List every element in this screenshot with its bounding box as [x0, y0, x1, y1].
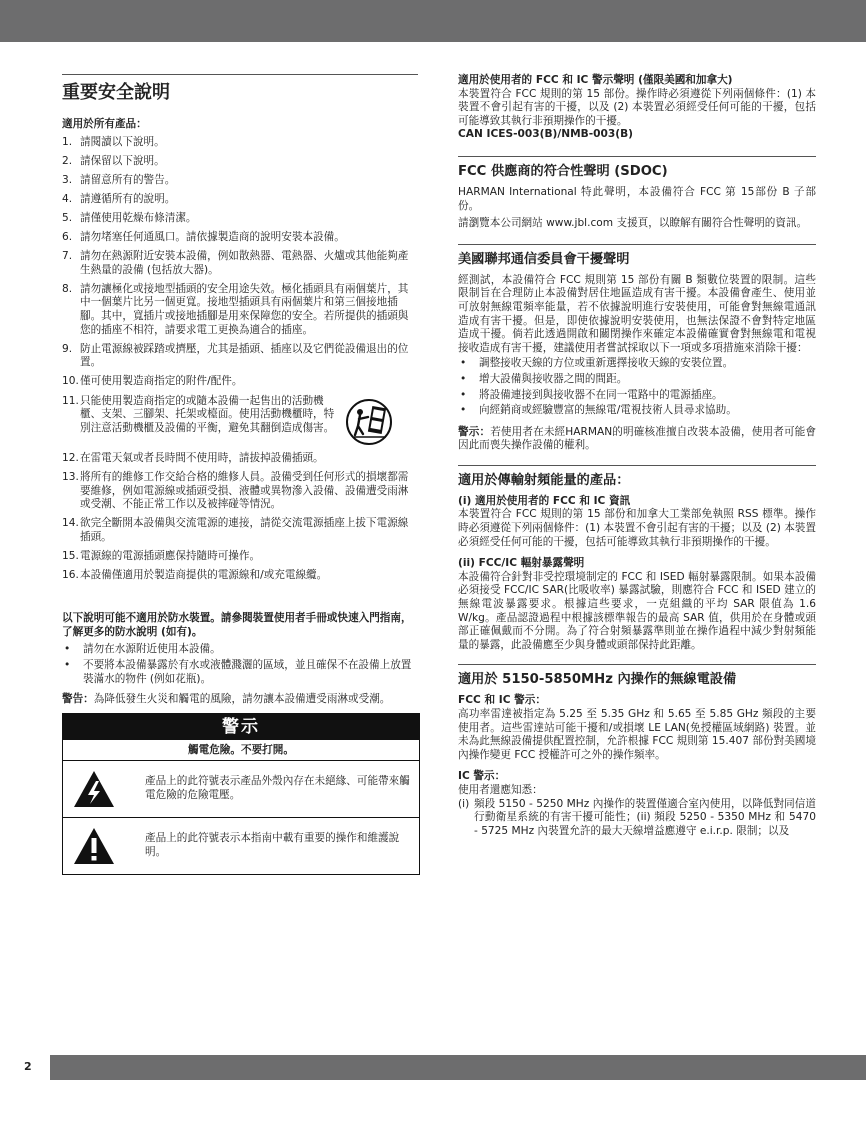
bullet-icon: • — [64, 643, 71, 656]
list-item — [62, 283, 418, 337]
item-text: 請閱讀以下說明。 — [80, 135, 165, 148]
item-number: 14. — [62, 517, 79, 530]
fire-warning-label: 警告： — [62, 693, 94, 706]
bullet-text: 不要將本設備暴露於有水或液體濺灑的區域，並且確保不在設備上放置裝滿水的物件 (例如花瓶)。 — [83, 659, 412, 685]
bullet-text: 向經銷商或經驗豐富的無線電/電視技術人員尋求協助。 — [479, 404, 737, 417]
can-ices-label: CAN ICES-003(B)/NMB-003(B) — [458, 128, 633, 141]
item-text: 請保留以下說明。 — [80, 154, 165, 167]
item-number: 2. — [62, 154, 73, 167]
rf-i-heading: (i) 適用於使用者的 FCC 和 IC 資訊 — [458, 494, 631, 507]
section-rule — [458, 244, 816, 245]
list-item — [62, 517, 418, 544]
item-number: 13. — [62, 471, 79, 484]
item-text: 在雷電天氣或者長時間不使用時，請拔掉設備插頭。 — [80, 452, 324, 464]
footer-bar — [50, 1055, 866, 1080]
bullet-icon: • — [460, 388, 467, 401]
bullet-item — [458, 357, 816, 371]
item-text: 請勿在熱源附近安裝本設備，例如散熱器、電熱器、火爐或其他能夠產生熱量的設備 (包括放大器)。 — [80, 250, 409, 276]
harman-warning-text: 若使用者在未經HARMAN的明確核准擅自改裝本設備，使用者可能會因此而喪失操作設備的權利。 — [458, 425, 816, 452]
list-item — [62, 250, 418, 277]
ic-item-list — [458, 798, 816, 839]
bullet-item — [458, 404, 816, 418]
page-number: 2 — [24, 1060, 32, 1073]
instruction-item-11 — [62, 395, 418, 447]
item-number: 5. — [62, 211, 73, 224]
instruction-list-continued — [62, 452, 418, 583]
bullet-icon: • — [64, 659, 71, 672]
harman-warning-label: 警示： — [458, 425, 491, 438]
bullet-text: 增大設備與接收器之間的間距。 — [479, 372, 628, 385]
fcc-interference-title: 美國聯邦通信委員會干擾聲明 — [458, 251, 630, 267]
item-number: 4. — [62, 192, 73, 205]
bullet-icon: • — [460, 357, 467, 370]
item-text: 請遵循所有的說明。 — [80, 192, 176, 205]
caution-subtitle: 觸電危險。不要打開。 — [63, 740, 419, 761]
list-item — [62, 155, 418, 169]
list-item — [62, 212, 418, 226]
rf-title: 適用於傳輸射頻能量的產品： — [458, 472, 630, 488]
bullet-item — [62, 659, 418, 686]
item-text: 本設備僅適用於製造商提供的電源線和/或充電線纜。 — [80, 569, 328, 582]
item-number: 10. — [62, 375, 79, 388]
bullet-text: 將設備連接到與接收器不在同一電路中的電源插座。 — [479, 388, 723, 401]
item-text: 請勿讓極化或接地型插頭的安全用途失效。極化插頭具有兩個葉片，其中一個葉片比另一個更寬。接地型插頭具有兩個葉片和第三個接地插腳。其中，寬插片或接地插腳是用來保障您的安全。若所提供的插頭與您的插座不相符，請要求電工更換為適合的插座。 — [80, 282, 409, 336]
item-number: 6. — [62, 231, 73, 244]
sdoc-paragraph: 請瀏覽本公司網站 www.jbl.com 支援頁，以瞭解有關符合性聲明的資訊。 — [458, 217, 808, 230]
item-number: 3. — [62, 173, 73, 186]
item-number: 8. — [62, 282, 73, 295]
item-number: (i) — [458, 797, 470, 810]
waterproof-note: 以下說明可能不適用於防水裝置。請參閱裝置使用者手冊或快速入門指南，了解更多的防水說明 (如有)。 — [62, 612, 412, 638]
bullet-text: 請勿在水源附近使用本設備。 — [83, 643, 221, 656]
instruction-text: 只能使用製造商指定的或隨本設備一起售出的活動機櫃、支架、三腳架、托架或檯面。使用活動機櫃時，特別注意活動機櫃及設備的平衡，避免其翻倒造成傷害。 — [80, 394, 335, 434]
fcc-ic-text: 本裝置符合 FCC 規則的第 15 部份。操作時必須遵從下列兩個條件：(1) 本裝置不會引起有害的干擾，以及 (2) 本裝置必須經受任何可能的干擾，包括可能導致其執行非預期操作的干擾。 — [458, 87, 816, 127]
section-rule — [458, 664, 816, 665]
list-item — [62, 471, 418, 512]
fire-warning — [62, 693, 418, 707]
list-item — [458, 798, 816, 839]
cart-tip-over-icon — [346, 397, 392, 447]
caution-row-text: 產品上的此符號表示本指南中載有重要的操作和維護說明。 — [145, 832, 400, 858]
section-rule — [458, 465, 816, 466]
bullet-item — [62, 643, 418, 657]
item-text: 僅可使用製造商指定的附件/配件。 — [80, 375, 243, 388]
caution-row — [63, 761, 419, 817]
ic-warning-intro: 使用者還應知悉： — [458, 783, 543, 796]
page-title: 重要安全說明 — [62, 82, 170, 103]
ic-warning-heading: IC 警示： — [458, 770, 506, 783]
item-text: 頻段 5150 - 5250 MHz 內操作的裝置僅適合室內使用，以降低對同信道行動衛星系統的有害干擾可能性；(ii) 頻段 5250 - 5350 MHz 和 5470 - 5725 MHz 內裝置允許的最大天線增益應遵守 e.i.r.p. 限制；以及 — [474, 797, 816, 837]
item-text: 請勿堵塞任何通風口。請依據製造商的說明安裝本設備。 — [80, 231, 345, 244]
item-text: 請留意所有的警告。 — [80, 173, 176, 186]
list-item — [62, 550, 418, 564]
caution-box — [62, 713, 420, 875]
lightning-warning-icon — [72, 769, 116, 809]
item-number: 7. — [62, 250, 73, 263]
item-text: 防止電源線被踩踏或擠壓，尤其是插頭、插座以及它們從設備退出的位置。 — [80, 342, 409, 369]
list-item — [62, 569, 418, 583]
list-item — [62, 136, 418, 150]
sdoc-title: FCC 供應商的符合性聲明 (SDOC) — [458, 163, 668, 179]
instruction-list — [62, 136, 418, 389]
list-item — [62, 231, 418, 245]
item-number: 16. — [62, 569, 79, 582]
fcc-ic-warning-heading: FCC 和 IC 警示： — [458, 694, 546, 707]
bullet-text: 調整接收天線的方位或重新選擇接收天線的安裝位置。 — [479, 357, 734, 370]
fcc-bullet-list — [458, 357, 816, 417]
wlan-title: 適用於 5150-5850MHz 內操作的無線電設備 — [458, 672, 737, 688]
list-item — [62, 193, 418, 207]
harman-warning — [458, 426, 816, 453]
fcc-interference-text: 經測試，本設備符合 FCC 規則第 15 部份有關 B 類數位裝置的限制。這些限制旨在合理防止本設備對居住地區造成有害干擾。本設備會產生、使用並可放射無線電頻率能量，若不依據說明進行安裝使用，可能會對無線電通訊造成有害干擾。但是，即使依據說明安裝使用，也無法保證不會對特定地區造成干擾。倘若此透過開啟和關閉操作來確定本設備確實會對無線電和電視接收造成有害干擾，建議使用者嘗試採取以下一項或多項措施來消除干擾： — [458, 273, 816, 354]
bullet-item — [458, 389, 816, 403]
bullet-item — [458, 373, 816, 387]
all-products-heading: 適用於所有產品： — [62, 118, 147, 130]
fire-warning-text: 為降低發生火災和觸電的風險，請勿讓本設備遭受雨淋或受潮。 — [93, 693, 391, 706]
waterproof-bullet-list — [62, 643, 418, 686]
list-item — [62, 174, 418, 188]
section-rule — [62, 74, 418, 75]
header-bar — [0, 0, 866, 42]
item-number: 9. — [62, 342, 73, 355]
item-text: 請僅使用乾燥布條清潔。 — [80, 211, 197, 224]
fcc-ic-warning-text: 高功率雷達被指定為 5.25 至 5.35 GHz 和 5.65 至 5.85 GHz 頻段的主要使用者。這些雷達站可能干擾和/或損壞 LE LAN(免授權區域網路) 裝置。並未為此無線設備提供配置控制，允許根據 FCC 規則第 15.407 部份對美國境內操作變更 FCC 授權許可之外的操作頻率。 — [458, 708, 816, 761]
item-text: 欲完全斷開本設備與交流電源的連接，請從交流電源插座上拔下電源線插頭。 — [80, 517, 409, 543]
list-item — [62, 375, 418, 389]
caution-row-text: 產品上的此符號表示產品外殼內存在未絕緣、可能帶來觸電危險的危險電壓。 — [145, 775, 410, 801]
list-item — [62, 343, 418, 370]
rf-i-text: 本裝置符合 FCC 規則的第 15 部份和加拿大工業部免執照 RSS 標準。操作時必須遵從下列兩個條件：(1) 本裝置不會引起有害的干擾；以及 (2) 本裝置必須經受任何可能的干擾，包括可能導致其執行非預期操作的干擾。 — [458, 508, 816, 548]
item-number: 1. — [62, 135, 73, 148]
instruction-number: 11. — [62, 394, 79, 407]
right-column — [458, 74, 816, 838]
left-column — [62, 74, 418, 875]
rf-ii-text: 本設備符合針對非受控環境制定的 FCC 和 ISED 輻射暴露限制。如果本設備必須接受 FCC/IC SAR(比吸收率) 暴露試驗，則應符合 FCC 和 ISED 建立的無線電波暴露要求。根據這些要求，一克組織的平均 SAR 限值為 1.6 W/kg。產品認證過程中根據該標準報告的最高 SAR 值，供用於在身體或頭部正確佩戴而不分開。為了符合射頻暴露準則並在操作過程中減少對射頻能量的暴露，此設備應至少與身體或頭部保持此距離。 — [458, 570, 816, 651]
rf-ii-heading: (ii) FCC/IC 輻射暴露聲明 — [458, 557, 585, 570]
section-rule — [458, 156, 816, 157]
list-item — [62, 452, 418, 466]
item-text: 電源線的電源插頭應保持隨時可操作。 — [80, 550, 261, 563]
exclamation-warning-icon — [72, 826, 116, 866]
bullet-icon: • — [460, 404, 467, 417]
caution-row — [63, 817, 419, 874]
bullet-icon: • — [460, 372, 467, 385]
caution-title: 警示 — [63, 714, 419, 740]
fcc-ic-heading: 適用於使用者的 FCC 和 IC 警示聲明 (僅限美國和加拿大) — [458, 74, 733, 86]
item-text: 將所有的維修工作交給合格的維修人員。設備受到任何形式的損壞都需要維修，例如電源線或插頭受損、液體或異物滲入設備、設備遭受雨淋或受潮、不能正常工作以及被摔碰等情況。 — [80, 471, 409, 511]
sdoc-paragraph: HARMAN International 特此聲明，本設備符合 FCC 第 15部份 B 子部份。 — [458, 185, 816, 212]
item-number: 12. — [62, 452, 79, 464]
item-number: 15. — [62, 550, 79, 563]
